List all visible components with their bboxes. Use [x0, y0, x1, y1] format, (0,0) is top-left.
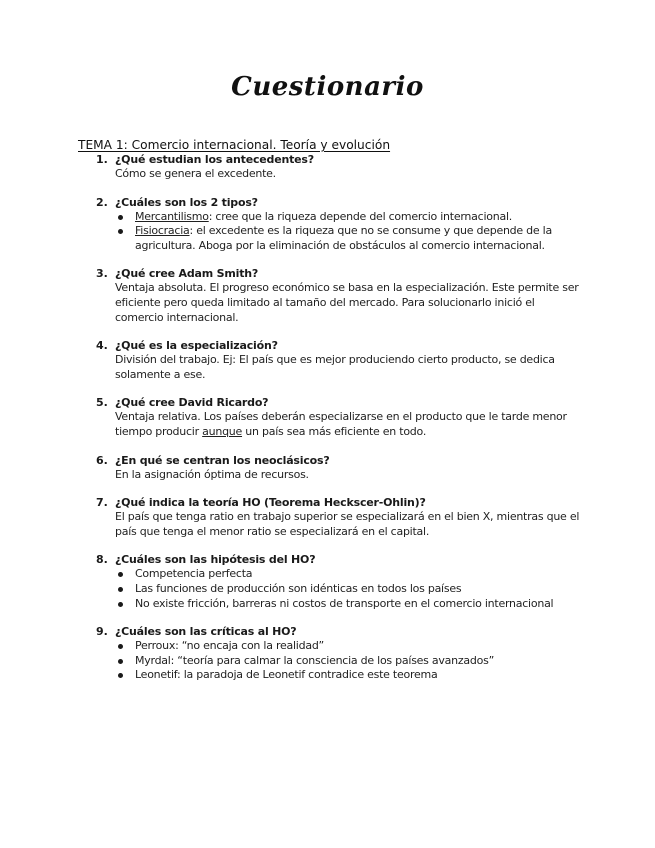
bullet-item — [115, 639, 586, 654]
question-item-5 — [96, 395, 586, 439]
question-text: ¿Cuáles son las críticas al HO? — [115, 625, 297, 639]
topic-heading: TEMA 1: Comercio internacional. Teoría y evolución — [78, 138, 391, 152]
question-item-2 — [96, 195, 586, 254]
answer-underlined-word: aunque — [202, 424, 243, 438]
question-number: 4. — [96, 339, 108, 353]
answer-text-part: un país sea más eficiente en todo. — [242, 424, 427, 438]
question-item-4 — [96, 338, 586, 382]
bullet-dot-icon — [118, 215, 123, 220]
question-number: 2. — [96, 195, 108, 209]
question-text: ¿Qué estudian los antecedentes? — [115, 153, 314, 166]
bullet-dot-icon — [118, 659, 123, 664]
bullet-item — [115, 567, 586, 582]
bullet-term: Fisiocracia — [135, 224, 190, 238]
bullet-list — [115, 210, 586, 254]
bullet-list — [115, 567, 586, 611]
answer-text — [115, 410, 586, 439]
question-item-3 — [96, 266, 586, 325]
question-number: 5. — [96, 396, 108, 410]
answer-text: Ventaja absoluta. El progreso económico se basa en la especialización. Este permite ser eficiente pero queda limitado al tamaño del mercado. Para solucionarlo inició el comercio internacional. — [115, 281, 579, 324]
bullet-dot-icon — [118, 572, 123, 577]
answer-text: El país que tenga ratio en trabajo superior se especializará en el bien X, mientras que el país que tenga el menor ratio se especializará en el capital. — [115, 510, 580, 538]
question-number: 7. — [96, 496, 108, 510]
question-text: ¿En qué se centran los neoclásicos? — [115, 453, 330, 467]
question-number: 3. — [96, 267, 108, 281]
bullet-text: Perroux: “no encaja con la realidad” — [135, 639, 324, 653]
document-title: Cuestionario — [231, 72, 424, 102]
question-number: 8. — [96, 553, 108, 567]
question-list — [96, 152, 586, 696]
bullet-item — [115, 597, 586, 612]
answer-text: División del trabajo. Ej: El país que es mejor produciendo cierto producto, se dedica solamente a ese. — [115, 353, 555, 381]
question-text: ¿Qué cree David Ricardo? — [115, 396, 269, 410]
bullet-dot-icon — [118, 602, 123, 607]
question-text: ¿Cuáles son las hipótesis del HO? — [115, 553, 316, 567]
question-item-6 — [96, 453, 586, 483]
question-text: ¿Qué cree Adam Smith? — [115, 267, 259, 281]
bullet-text: : cree que la riqueza depende del comercio internacional. — [208, 209, 512, 223]
bullet-dot-icon — [118, 587, 123, 592]
bullet-dot-icon — [118, 673, 123, 678]
question-text: ¿Qué es la especialización? — [115, 339, 278, 353]
question-number: 9. — [96, 625, 108, 639]
question-number: 6. — [96, 453, 108, 467]
bullet-dot-icon — [118, 644, 123, 649]
bullet-item — [115, 668, 586, 683]
bullet-item — [115, 224, 586, 253]
question-number: 1. — [96, 153, 108, 166]
question-item-8 — [96, 552, 586, 611]
bullet-text: Myrdal: “teoría para calmar la consciencia de los países avanzados” — [135, 653, 495, 667]
question-item-7 — [96, 495, 586, 539]
question-text: ¿Qué indica la teoría HO (Teorema Heckscer-Ohlin)? — [115, 496, 426, 510]
bullet-list — [115, 639, 586, 683]
bullet-item — [115, 654, 586, 669]
bullet-text: : el excedente es la riqueza que no se consume y que depende de la agricultura. Aboga por la eliminación de obstáculos al comercio internacional. — [135, 224, 552, 252]
question-item-1 — [96, 152, 586, 182]
bullet-dot-icon — [118, 229, 123, 234]
bullet-text: Competencia perfecta — [135, 567, 253, 581]
answer-text: Cómo se genera el excedente. — [115, 167, 276, 180]
question-item-9 — [96, 624, 586, 683]
bullet-item — [115, 582, 586, 597]
bullet-term: Mercantilismo — [135, 209, 209, 223]
answer-text: En la asignación óptima de recursos. — [115, 467, 309, 481]
bullet-text: No existe fricción, barreras ni costos de transporte en el comercio internacional — [135, 596, 554, 610]
bullet-item — [115, 210, 586, 225]
bullet-text: Leonetif: la paradoja de Leonetif contradice este teorema — [135, 668, 438, 682]
answer-text-part: Ventaja relativa. Los países deberán especializarse en el producto que le tarde menor tiempo producir — [115, 410, 567, 438]
bullet-text: Las funciones de producción son idénticas en todos los países — [135, 581, 462, 595]
question-text: ¿Cuáles son los 2 tipos? — [115, 195, 258, 209]
